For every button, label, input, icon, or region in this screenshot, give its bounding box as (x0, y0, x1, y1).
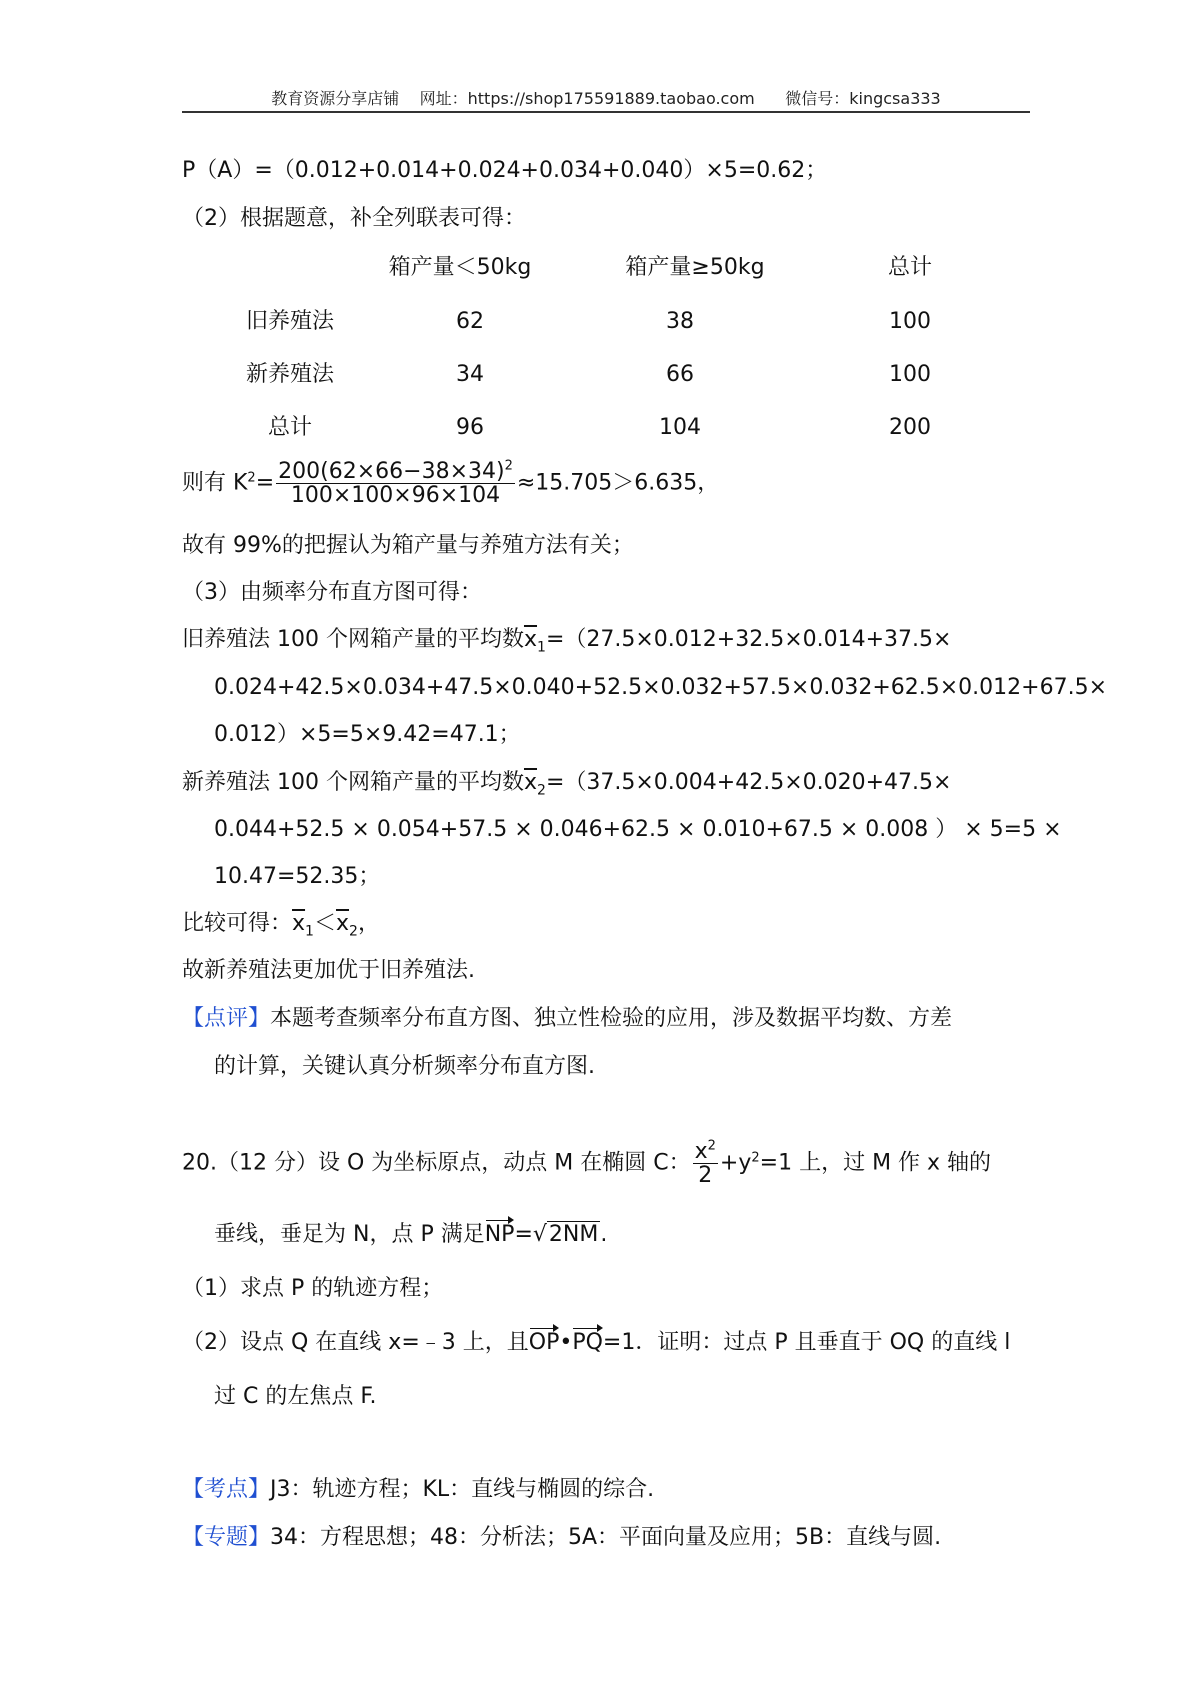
vector-pq: PQ (572, 1330, 603, 1355)
vector-op: OP (528, 1330, 560, 1355)
final-conclusion: 故新养殖法更加优于旧养殖法. (182, 958, 475, 983)
old-mean-line: 旧养殖法 100 个网箱产量的平均数$\overline{x}_1=(27.5\times 0.012+32.5\times 0.014+37.5\times$ (182, 627, 952, 656)
table-cell: 96 (456, 415, 484, 440)
q20-part2-line-2: 过 C 的左焦点 F. (214, 1384, 377, 1409)
col-header: 总计 (887, 255, 932, 280)
q20-part2: （2）设点 Q 在直线 x=﹣3 上，且OP•PQ=1．证明：过点 P 且垂直于 OQ 的直线 l (182, 1330, 1011, 1355)
table-cell: 100 (889, 309, 931, 334)
conclusion-99: 故有 99%的把握认为箱产量与养殖方法有关； (182, 533, 634, 558)
k2-prefix: 则有 K (182, 470, 248, 496)
ellipse-fraction: $\frac{x^2}{2}$ (694, 1138, 716, 1189)
new-mean-line-2: 0.044+52.5 × 0.054+57.5 × 0.046+62.5 × 0.010+67.5 × 0.008 ） × 5=5 × (214, 817, 1062, 842)
xbar-2: $\overline{x}$ (523, 770, 538, 795)
row-label: 总计 (267, 415, 312, 440)
vector-np: NP (484, 1222, 515, 1247)
old-mean-line-3: 0.012）×5=5×9.42=47.1； (214, 722, 521, 747)
review-line: 【点评】本题考查频率分布直方图、独立性检验的应用，涉及数据平均数、方差 (182, 1006, 953, 1031)
table-cell: 62 (456, 309, 484, 334)
wechat-id: kingcsa333 (849, 89, 941, 108)
col-header: 箱产量≥50kg (625, 255, 765, 280)
page-header (182, 86, 1030, 109)
comparison-line: 比较可得：$\overline{x}_1<\overline{x}_2$， (182, 911, 380, 940)
old-mean-line-2: 0.024+42.5×0.034+47.5×0.040+52.5×0.032+57.5×0.032+62.5×0.012+67.5× (214, 675, 1107, 700)
shop-name: 教育资源分享店铺 (271, 89, 400, 108)
k2-result: ≈15.705＞6.635， (516, 470, 720, 496)
k2-denominator: 100×100×96×104 (290, 483, 501, 509)
header-rule (182, 111, 1030, 113)
row-label: 旧养殖法 (245, 309, 334, 334)
q20-line-1: 20.（12 分）设 O 为坐标原点，动点 M 在椭圆 C： $\frac{x^2}{2}$ $+y^2=1$ 上，过 M 作 x 轴的 (182, 1138, 992, 1189)
k2-eq: = (255, 470, 275, 496)
table-cell: 34 (456, 362, 484, 387)
k2-formula-line (182, 460, 719, 507)
table-cell: 100 (889, 362, 931, 387)
q20-line-2: 垂线，垂足为 N，点 P 满足NP=√2NM. (214, 1222, 608, 1247)
sqrt-2-nm: 2NM (548, 1222, 599, 1247)
table-cell: 38 (666, 309, 694, 334)
new-mean-line-3: 10.47=52.35； (214, 864, 381, 889)
kaodian-tag: 【考点】 (182, 1477, 271, 1502)
review-tag: 【点评】 (182, 1006, 271, 1031)
table-cell: 200 (889, 415, 931, 440)
k2-sup: 2 (247, 470, 256, 486)
k2-fraction (276, 460, 515, 507)
zhuanti-line: 【专题】34：方程思想；48：分析法；5A：平面向量及应用；5B：直线与圆. (182, 1525, 942, 1550)
part2-intro: （2）根据题意，补全列联表可得： (182, 206, 526, 231)
k2-numerator: $200(62\times 66-38\times 34)^2$ (278, 458, 513, 484)
row-label: 新养殖法 (245, 362, 334, 387)
shop-url[interactable]: https://shop175591889.taobao.com (467, 89, 755, 108)
kaodian-line: 【考点】J3：轨迹方程；KL：直线与椭圆的综合. (182, 1477, 655, 1502)
prob-a-line: P（A）=（0.012+0.014+0.024+0.034+0.040）×5=0.62； (182, 158, 828, 183)
table-cell: 104 (659, 415, 701, 440)
q20-part1: （1）求点 P 的轨迹方程； (182, 1276, 444, 1301)
url-label: 网址： (419, 89, 468, 108)
table-cell: 66 (666, 362, 694, 387)
zhuanti-tag: 【专题】 (182, 1525, 271, 1550)
new-mean-line: 新养殖法 100 个网箱产量的平均数$\overline{x}_2=(37.5\times 0.004+42.5\times 0.020+47.5\times$ (182, 770, 952, 799)
col-header: 箱产量＜50kg (388, 255, 532, 280)
xbar-1: $\overline{x}$ (523, 627, 538, 652)
review-line-2: 的计算，关键认真分析频率分布直方图. (214, 1054, 595, 1079)
part3-intro: （3）由频率分布直方图可得： (182, 580, 482, 605)
wechat-label: 微信号： (785, 89, 850, 108)
